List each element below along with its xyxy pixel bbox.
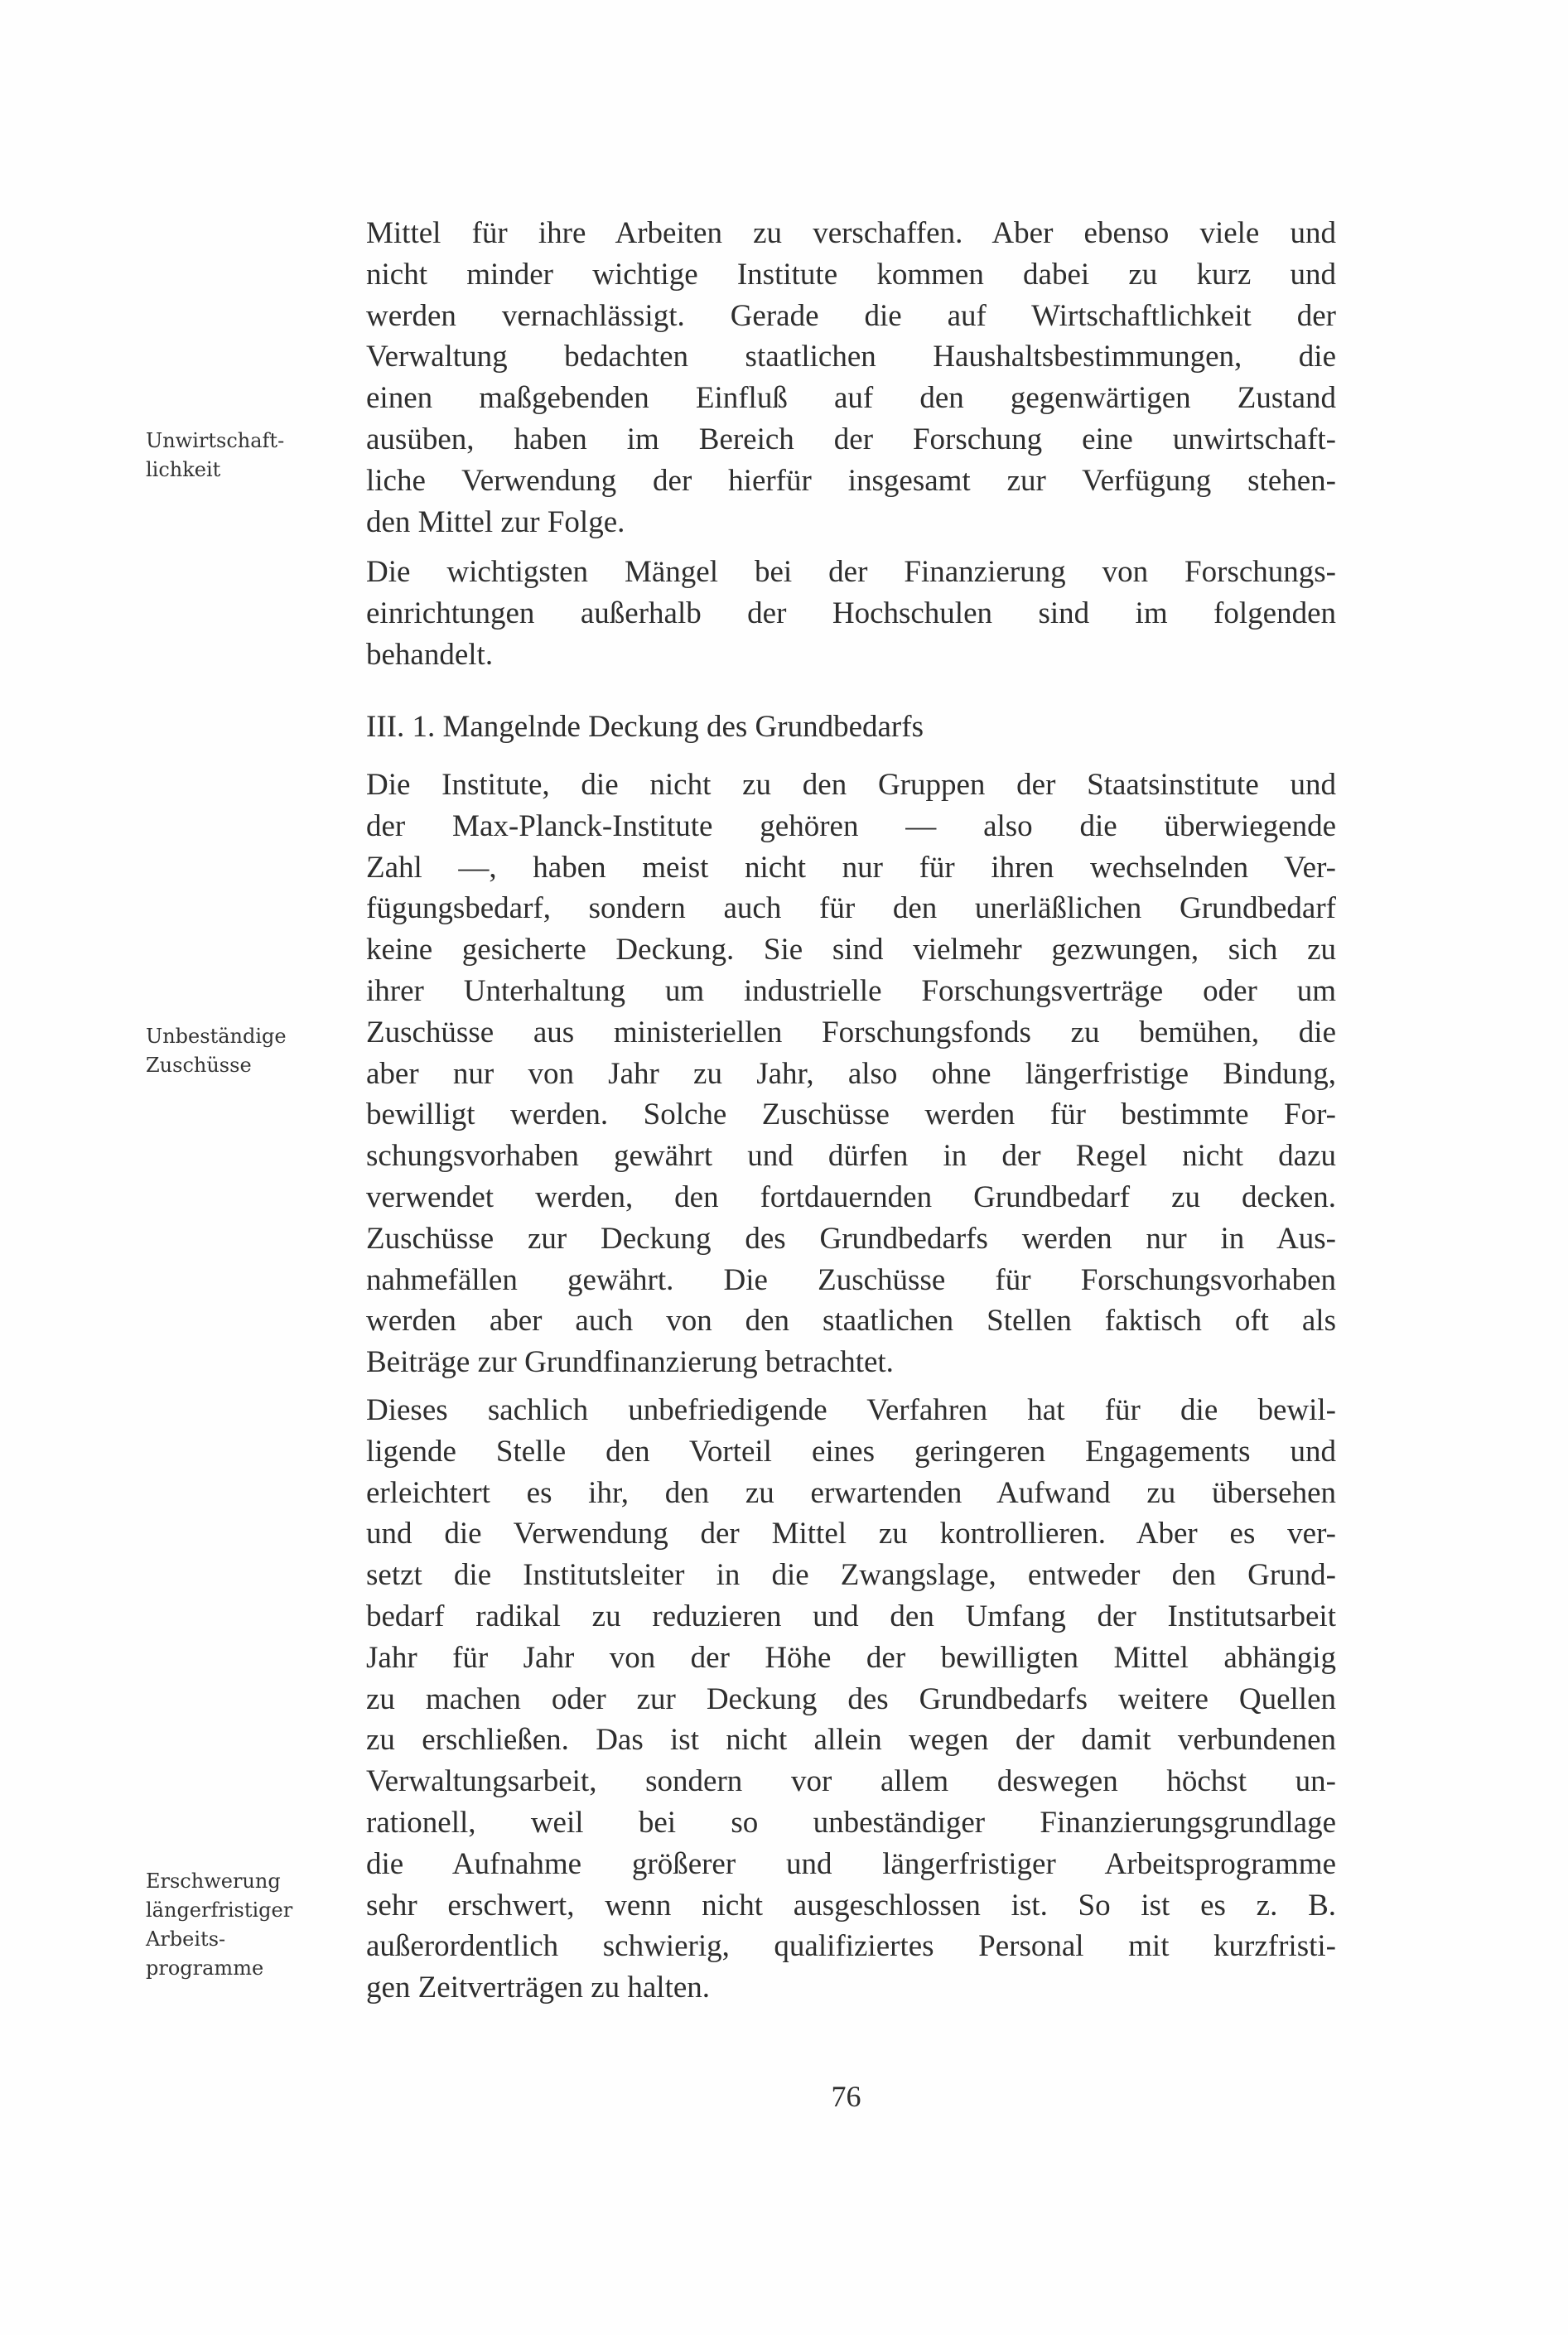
text-line: zu erschließen. Das ist nicht allein wegen der damit verbundenen (366, 1723, 1336, 1758)
text-line: schungsvorhaben gewährt und dürfen in der Regel nicht dazu (366, 1139, 1336, 1174)
text-line: Zuschüsse zur Deckung des Grundbedarfs werden nur in Aus- (366, 1221, 1336, 1256)
text-line: Dieses sachlich unbefriedigende Verfahren hat für die bewil- (366, 1393, 1336, 1427)
text-line: Jahr für Jahr von der Höhe der bewilligten Mittel abhängig (366, 1640, 1336, 1675)
text-line: Verwaltung bedachten staatlichen Haushaltsbestimmungen, die (366, 340, 1336, 374)
text-line: sehr erschwert, wenn nicht ausgeschlossen ist. So ist es z. B. (366, 1888, 1336, 1923)
text-line: Zuschüsse aus ministeriellen Forschungsfonds zu bemühen, die (366, 1015, 1336, 1049)
paragraph-4 (366, 1390, 1336, 2009)
text-line: fügungsbedarf, sondern auch für den unerläßlichen Grundbedarf (366, 891, 1336, 926)
text-line: setzt die Institutsleiter in die Zwangslage, entweder den Grund- (366, 1558, 1336, 1593)
text-line: ligende Stelle den Vorteil eines geringeren Engagements und (366, 1434, 1336, 1469)
text-line: aber nur von Jahr zu Jahr, also ohne längerfristige Bindung, (366, 1056, 1336, 1091)
text-line: außerordentlich schwierig, qualifiziertes Personal mit kurzfristi- (366, 1929, 1336, 1964)
paragraph-3 (366, 765, 1336, 1383)
text-line: die Aufnahme größerer und längerfristiger Arbeitsprogramme (366, 1846, 1336, 1881)
text-line: der Max-Planck-Institute gehören — also die überwiegende (366, 808, 1336, 843)
page-number: 76 (831, 2080, 861, 2113)
text-line: werden aber auch von den staatlichen Stellen faktisch oft als (366, 1304, 1336, 1339)
text-line: einrichtungen außerhalb der Hochschulen sind im folgenden (366, 596, 1336, 630)
text-line: Mittel für ihre Arbeiten zu verschaffen. Aber ebenso viele und (366, 216, 1336, 250)
text-line: nicht minder wichtige Institute kommen dabei zu kurz und (366, 257, 1336, 292)
text-line: keine gesicherte Deckung. Sie sind vielmehr gezwungen, sich zu (366, 933, 1336, 967)
text-line: nahmefällen gewährt. Die Zuschüsse für Forschungsvorhaben (366, 1262, 1336, 1297)
text-line: einen maßgebenden Einfluß auf den gegenwärtigen Zustand (366, 381, 1336, 416)
margin-note-line: lichkeit (146, 458, 221, 481)
margin-note-unbestaendige-zuschuesse (146, 1022, 287, 1080)
margin-note-line: Unwirtschaft- (146, 429, 285, 452)
text-line: behandelt. (366, 637, 494, 672)
text-line: bewilligt werden. Solche Zuschüsse werden für bestimmte For- (366, 1098, 1336, 1132)
margin-note-line: programme (146, 1956, 264, 1980)
text-line: Beiträge zur Grundfinanzierung betrachtet. (366, 1345, 894, 1380)
text-line: erleichtert es ihr, den zu erwartenden Aufwand zu übersehen (366, 1475, 1336, 1510)
section-heading: III. 1. Mangelnde Deckung des Grundbedarfs (366, 710, 924, 744)
text-line: bedarf radikal zu reduzieren und den Umfang der Institutsarbeit (366, 1599, 1336, 1633)
text-line: ihrer Unterhaltung um industrielle Forschungsverträge oder um (366, 973, 1336, 1008)
text-line: ausüben, haben im Bereich der Forschung eine unwirtschaft- (366, 422, 1336, 456)
margin-note-line: Zuschüsse (146, 1054, 252, 1077)
paragraph-1 (366, 213, 1336, 543)
text-line: Verwaltungsarbeit, sondern vor allem deswegen höchst un- (366, 1764, 1336, 1799)
margin-note-erschwerung (146, 1867, 292, 1983)
text-line: verwendet werden, den fortdauernden Grundbedarf zu decken. (366, 1180, 1336, 1214)
paragraph-2 (366, 552, 1336, 675)
text-line: liche Verwendung der hierfür insgesamt zur Verfügung stehen- (366, 463, 1336, 498)
margin-note-unwirtschaftlichkeit (146, 427, 284, 485)
margin-note-line: Unbeständige (146, 1025, 287, 1048)
margin-note-line: längerfristiger (146, 1898, 293, 1922)
text-line: und die Verwendung der Mittel zu kontrollieren. Aber es ver- (366, 1517, 1336, 1551)
text-line: werden vernachlässigt. Gerade die auf Wirtschaftlichkeit der (366, 298, 1336, 333)
text-line: Die Institute, die nicht zu den Gruppen der Staatsinstitute und (366, 768, 1336, 802)
text-line: Zahl —, haben meist nicht nur für ihren wechselnden Ver- (366, 850, 1336, 885)
text-line: Die wichtigsten Mängel bei der Finanzierung von Forschungs- (366, 555, 1336, 589)
text-line: gen Zeitverträgen zu halten. (366, 1971, 711, 2005)
text-line: zu machen oder zur Deckung des Grundbedarfs weitere Quellen (366, 1681, 1336, 1716)
margin-note-line: Arbeits- (146, 1927, 226, 1951)
text-line: den Mittel zur Folge. (366, 504, 625, 539)
margin-note-line: Erschwerung (146, 1869, 281, 1893)
text-line: rationell, weil bei so unbeständiger Finanzierungsgrundlage (366, 1805, 1336, 1840)
